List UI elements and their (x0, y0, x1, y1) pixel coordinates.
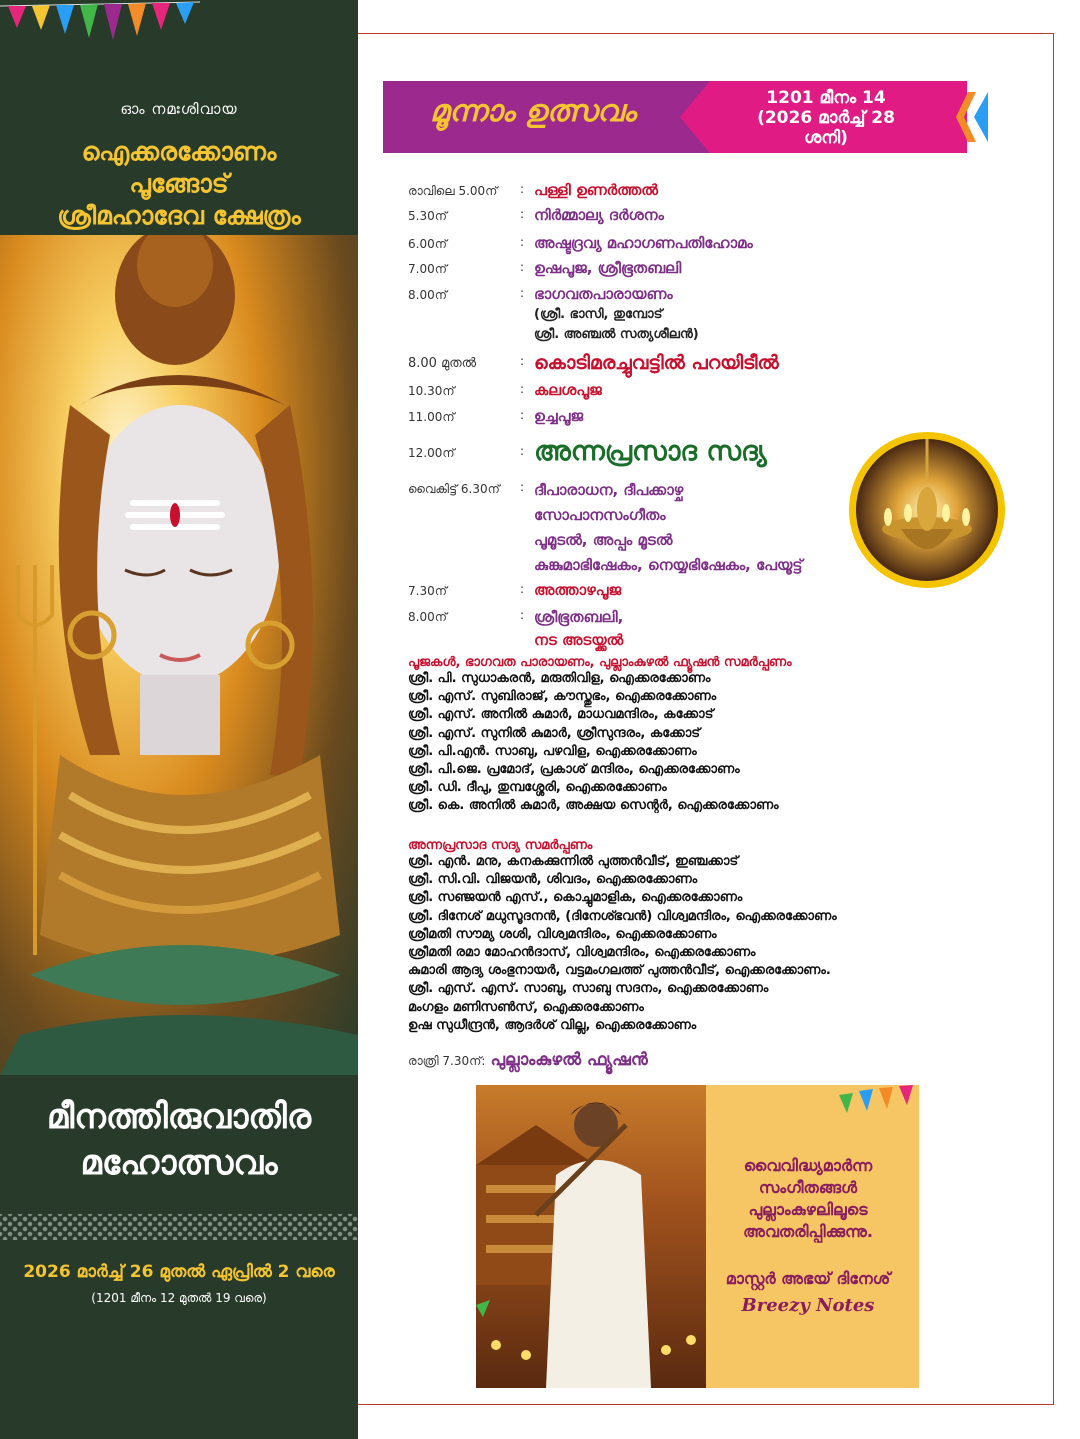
festival-name-line: മീനത്തിരുവാതിര (46, 1097, 312, 1137)
oil-lamp-image (849, 432, 1005, 588)
schedule-event: ശ്രീഭൂതബലി, (534, 608, 624, 626)
sponsor-item: ഉഷ സുധീന്ദ്രൻ, ആദർശ് വില്ല, ഐക്കരക്കോണം (408, 1017, 697, 1033)
flute-card-line: പുല്ലാംകുഴലിലൂടെ (748, 1200, 868, 1219)
schedule-time: 11.00ന് (408, 410, 455, 424)
separator: : (520, 207, 525, 221)
sponsor-item: ശ്രീ. ദിനേശ് മധുസൂദനൻ, (ദിനേശ്ഭവൻ) വിശ്വമന്ദിരം, ഐക്കരക്കോണം (408, 908, 837, 924)
schedule-time: 8.00 മുതൽ (408, 356, 477, 371)
schedule-event: അത്താഴപൂജ (534, 581, 622, 599)
day-date-line: 1201 മീനം 14 (766, 88, 886, 108)
festival-bunting (839, 1085, 919, 1125)
sponsors-heading: പൂജകൾ, ഭാഗവത പാരായണം, പുല്ലാംകുഴൽ ഫ്യൂഷൻ സമർപ്പണം (408, 655, 792, 670)
separator: : (520, 382, 525, 396)
flute-card-line: അവതരിപ്പിക്കുന്നു. (743, 1222, 873, 1241)
sponsor-item: ശ്രീ. പി.ജെ. പ്രമോദ്, പ്രകാശ് മന്ദിരം, ഐക്കരക്കോണം (408, 762, 740, 778)
sponsor-item: ശ്രീ. എസ്. അനിൽ കുമാർ, മാധവമന്ദിരം, കക്കോട് (408, 707, 714, 723)
schedule-event: കലശപൂജ (534, 381, 602, 399)
sponsor-item: ശ്രീ. ഡി. ദീപു, തുമ്പശ്ശേരി, ഐക്കരക്കോണം (408, 780, 667, 796)
schedule-time: 6.00ന് (408, 237, 447, 251)
schedule-time: 7.30ന് (408, 584, 447, 598)
separator: : (520, 354, 525, 368)
night-program-title: പുല്ലാംകുഴൽ ഫ്യൂഷൻ (490, 1050, 648, 1070)
schedule-row (408, 606, 868, 652)
sponsor-item: ശ്രീ. സഞ്ജയൻ എസ്., കൊച്ചുമാളിക, ഐക്കരക്കോണം (408, 890, 743, 906)
separator: : (520, 582, 525, 596)
day-title: മൂന്നാം ഉത്സവം (430, 94, 636, 129)
temple-name-line: പൂങ്ങോട് (129, 169, 229, 198)
sponsor-item: ശ്രീ. എസ്. സുനിൽ കുമാർ, ശ്രീസുന്ദരം, കക്കോട് (408, 725, 701, 741)
separator: : (520, 182, 525, 196)
schedule-event-extra: സോപാനസംഗീതം (534, 506, 666, 524)
sponsor-item: കുമാരി ആദ്യ ശംഭുനായർ, വട്ടമംഗലത്ത് പുത്തൻവീട്, ഐക്കരക്കോണം. (408, 963, 831, 979)
temple-name (0, 136, 358, 232)
schedule-row (408, 180, 868, 205)
flute-card-text (708, 1155, 908, 1243)
flute-card-line: വൈവിദ്ധ്യമാർന്ന (743, 1156, 873, 1175)
festival-dates-malayalam: (1201 മീനം 12 മുതൽ 19 വരെ) (91, 1291, 267, 1305)
schedule-time: 8.00ന് (408, 288, 447, 302)
schedule-event: പള്ളി ഉണർത്തൽ (534, 181, 658, 199)
schedule-event: ഭാഗവതപാരായണം (534, 285, 673, 303)
flute-artist: മാസ്റ്റർ അഭയ് ദിനേശ് (725, 1269, 891, 1288)
sponsors-puja (408, 655, 792, 816)
schedule-time: വൈകിട്ട് 6.30ന് (408, 482, 500, 496)
schedule-event: നിർമ്മാല്യ ദർശനം (534, 206, 664, 224)
flute-card-line: സംഗീതങ്ങൾ (758, 1178, 858, 1197)
night-program-time: രാത്രി 7.30ന്: (408, 1054, 486, 1068)
sponsor-item: ശ്രീ. എസ്. സുബിരാജ്, കൗസ്തുഭം, ഐക്കരക്കോണം (408, 689, 717, 705)
night-program (408, 1050, 648, 1070)
schedule-row (408, 478, 868, 580)
sponsor-item: ശ്രീ. പി.എൻ. സാബു, പഴവിള, ഐക്കരക്കോണം (408, 743, 697, 759)
schedule-row (408, 380, 868, 406)
festival-name-line: മഹോത്സവം (80, 1143, 278, 1183)
day-date-line: (2026 മാർച്ച് 28 (757, 108, 895, 128)
om-namah-shivaya: ഓം നമഃശിവായ (120, 100, 238, 118)
sponsors-sadya (408, 838, 837, 1035)
sponsor-item: ശ്രീ. എസ്. എസ്. സാബു, സാബു സദനം, ഐക്കരക്കോണം (408, 981, 769, 997)
schedule-event: ഉച്ചപൂജ (534, 407, 584, 425)
schedule-event-extra: കുങ്കുമാഭിഷേകം, നെയ്യഭിഷേകം, പേയൂട്ട് (534, 556, 803, 574)
sponsors-heading: അന്നപ്രസാദ സദ്യ സമർപ്പണം (408, 838, 593, 853)
schedule-list (408, 180, 868, 652)
sponsor-item: ശ്രീ. കെ. അനിൽ കുമാർ, അക്ഷയ സെന്റർ, ഐക്കരക്കോണം (408, 798, 779, 814)
sponsor-item: ശ്രീ. സി.വി. വിജയൻ, ശിവദം, ഐക്കരക്കോണം (408, 872, 698, 888)
tilak-icon (125, 500, 225, 530)
schedule-row (408, 205, 868, 233)
schedule-event-extra: നട അടയ്ക്കൽ (534, 631, 624, 649)
schedule-event: അഷ്ടദ്രവ്യ മഹാഗണപതിഹോമം (534, 234, 753, 252)
flute-brand: Breezy Notes (741, 1295, 875, 1316)
sponsor-item: മംഗളം മണിസൺസ്, ഐക്കരക്കോണം (408, 999, 644, 1015)
schedule-time: 8.00ന് (408, 610, 447, 624)
schedule-row (408, 580, 868, 606)
schedule-time: രാവിലെ 5.00ന് (408, 184, 498, 198)
schedule-row (408, 350, 868, 380)
schedule-event: ഉഷപൂജ, ശ്രീഭൂതബലി (534, 259, 682, 277)
festival-dates: 2026 മാർച്ച് 26 മുതൽ ഏപ്രിൽ 2 വരെ (23, 1262, 335, 1282)
schedule-time: 5.30ന് (408, 209, 447, 223)
temple-name-line: ഐക്കരക്കോണം (81, 137, 277, 166)
separator: : (520, 608, 525, 622)
schedule-event-detail: (ശ്രീ. ഭാസി, തുമ്പോട് (534, 307, 663, 322)
day-date-line: ശനി) (804, 128, 848, 148)
schedule-row (408, 258, 868, 284)
separator: : (520, 260, 525, 274)
schedule-event: ദീപാരാധന, ദീപക്കാഴ്ച (534, 481, 684, 499)
schedule-event: അന്നപ്രസാദ സദ്യ (534, 436, 767, 467)
day-date (716, 88, 936, 148)
separator: : (520, 235, 525, 249)
flutist-photo (476, 1085, 706, 1388)
festival-name (0, 1094, 358, 1186)
schedule-event: കൊടിമരച്ചുവട്ടിൽ പറയിടീൽ (534, 352, 779, 374)
separator: : (520, 480, 525, 494)
left-panel (0, 0, 358, 1439)
schedule-time: 7.00ന് (408, 262, 447, 276)
temple-name-line: ശ്രീമഹാദേവ ക്ഷേത്രം (57, 201, 301, 230)
sponsor-item: ശ്രീമതി രമാ മോഹൻദാസ്, വിശ്വമന്ദിരം, ഐക്കരക്കോണം (408, 945, 756, 961)
schedule-event-detail: ശ്രീ. അഞ്ചൽ സത്യശീലൻ) (534, 327, 699, 342)
schedule-time: 10.30ന് (408, 384, 455, 398)
chevron-arrows-icon (952, 92, 992, 142)
decorative-dot-border (0, 1214, 358, 1240)
separator: : (520, 408, 525, 422)
schedule-time: 12.00ന് (408, 446, 455, 460)
separator: : (520, 286, 525, 300)
festival-bunting (0, 0, 200, 46)
separator: : (520, 444, 525, 458)
shiva-illustration (0, 235, 358, 1075)
schedule-event-extra: പൂമൂടൽ, അപ്പം മൂടൽ (534, 531, 673, 549)
sponsor-item: ശ്രീ. പി. സുധാകരൻ, മരുതിവിള, ഐക്കരക്കോണം (408, 671, 711, 686)
schedule-row (408, 432, 868, 478)
schedule-row (408, 284, 868, 350)
schedule-row (408, 233, 868, 258)
flute-fusion-card (476, 1085, 919, 1388)
schedule-row (408, 406, 868, 432)
sponsor-item: ശ്രീ. എൻ. മനു, കനകക്കുന്നിൽ പുത്തൻവീട്, ഇഞ്ചക്കാട് (408, 854, 739, 869)
sponsor-item: ശ്രീമതി സൗമ്യ ശശി, വിശ്വമന്ദിരം, ഐക്കരക്കോണം (408, 926, 717, 942)
